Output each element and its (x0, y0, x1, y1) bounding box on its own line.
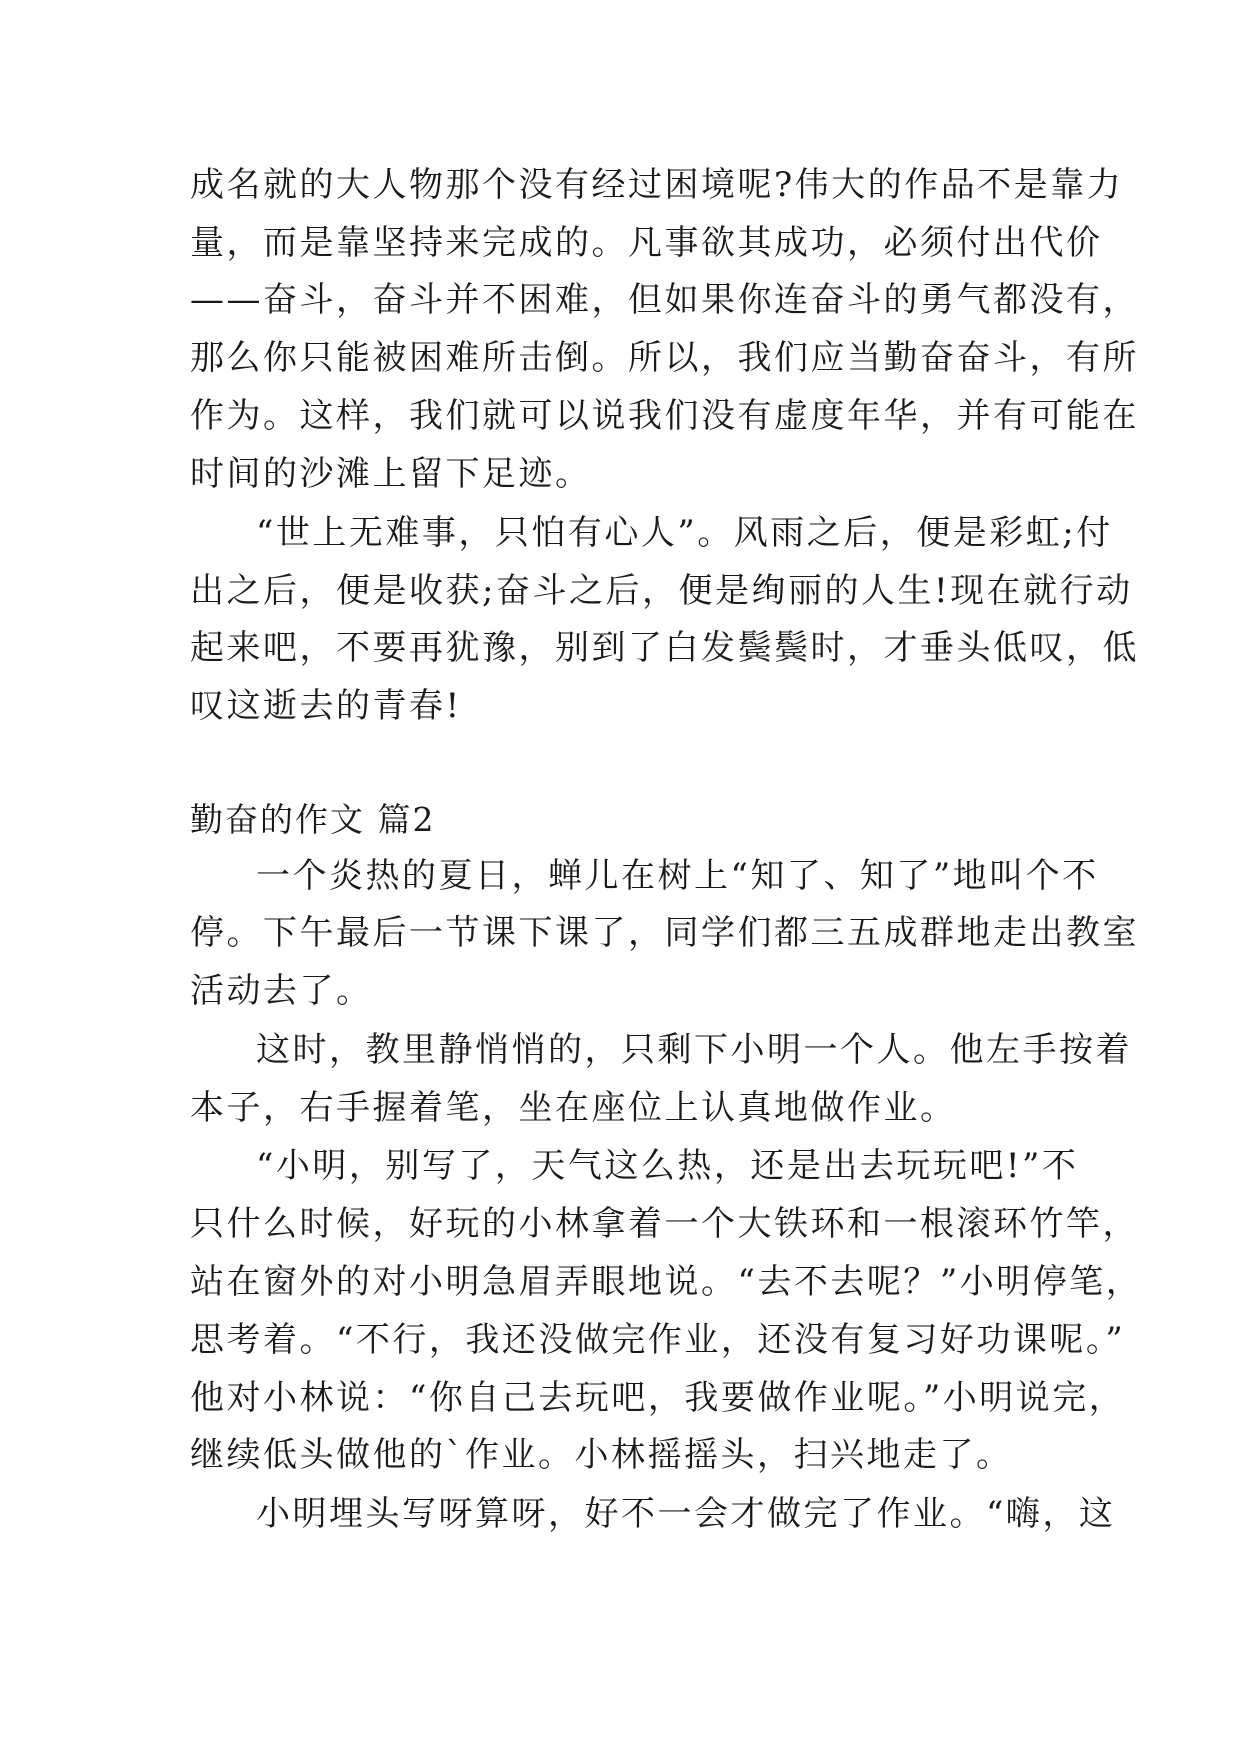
section-heading: 勤奋的作文 篇2 (190, 800, 436, 839)
text-line: 叹这逝去的青春! (190, 686, 462, 726)
text-line: 活动去了。 (190, 971, 373, 1011)
text-line: 作为。这样，我们就可以说我们没有虚度年华，并有可能在 (190, 396, 1139, 436)
text-line: 这时，教里静悄悄的，只剩下小明一个人。他左手按着 (256, 1030, 1132, 1070)
text-line: 只什么时候，好玩的小林拿着一个大铁环和一根滚环竹竿， (190, 1204, 1139, 1244)
text-line: 小明埋头写呀算呀，好不一会才做完了作业。“嗨，这 (256, 1494, 1116, 1534)
text-line: 成名就的大人物那个没有经过困境呢?伟大的作品不是靠力 (190, 165, 1124, 205)
text-line: 量，而是靠坚持来完成的。凡事欲其成功，必须付出代价 (190, 223, 1103, 263)
text-line: “世上无难事，只怕有心人”。风雨之后，便是彩虹;付 (256, 513, 1113, 553)
text-line: 继续低头做他的`作业。小林摇摇头，扫兴地走了。 (190, 1435, 1013, 1475)
text-line: 他对小林说：“你自己去玩吧，我要做作业呢。”小明说完， (190, 1378, 1126, 1418)
text-line: 停。下午最后一节课下课了，同学们都三五成群地走出教室 (190, 913, 1139, 953)
text-line: “小明，别写了，天气这么热，还是出去玩玩吧!”不 (256, 1146, 1079, 1186)
text-line: 出之后，便是收获;奋斗之后，便是绚丽的人生!现在就行动 (190, 571, 1133, 611)
text-line: 本子，右手握着笔，坐在座位上认真地做作业。 (190, 1088, 957, 1128)
text-line: ——奋斗，奋斗并不困难，但如果你连奋斗的勇气都没有， (190, 280, 1139, 320)
text-line: 一个炎热的夏日，蝉儿在树上“知了、知了”地叫个不 (256, 856, 1099, 896)
text-line: 站在窗外的对小明急眉弄眼地说。“去不去呢？”小明停笔， (190, 1262, 1143, 1302)
text-line: 时间的沙滩上留下足迹。 (190, 454, 592, 494)
text-line: 起来吧，不要再犹豫，别到了白发鬓鬓时，才垂头低叹，低 (190, 628, 1139, 668)
text-line: 那么你只能被困难所击倒。所以，我们应当勤奋奋斗，有所 (190, 338, 1139, 378)
text-line: 思考着。“不行，我还没做完作业，还没有复习好功课呢。” (190, 1320, 1126, 1360)
